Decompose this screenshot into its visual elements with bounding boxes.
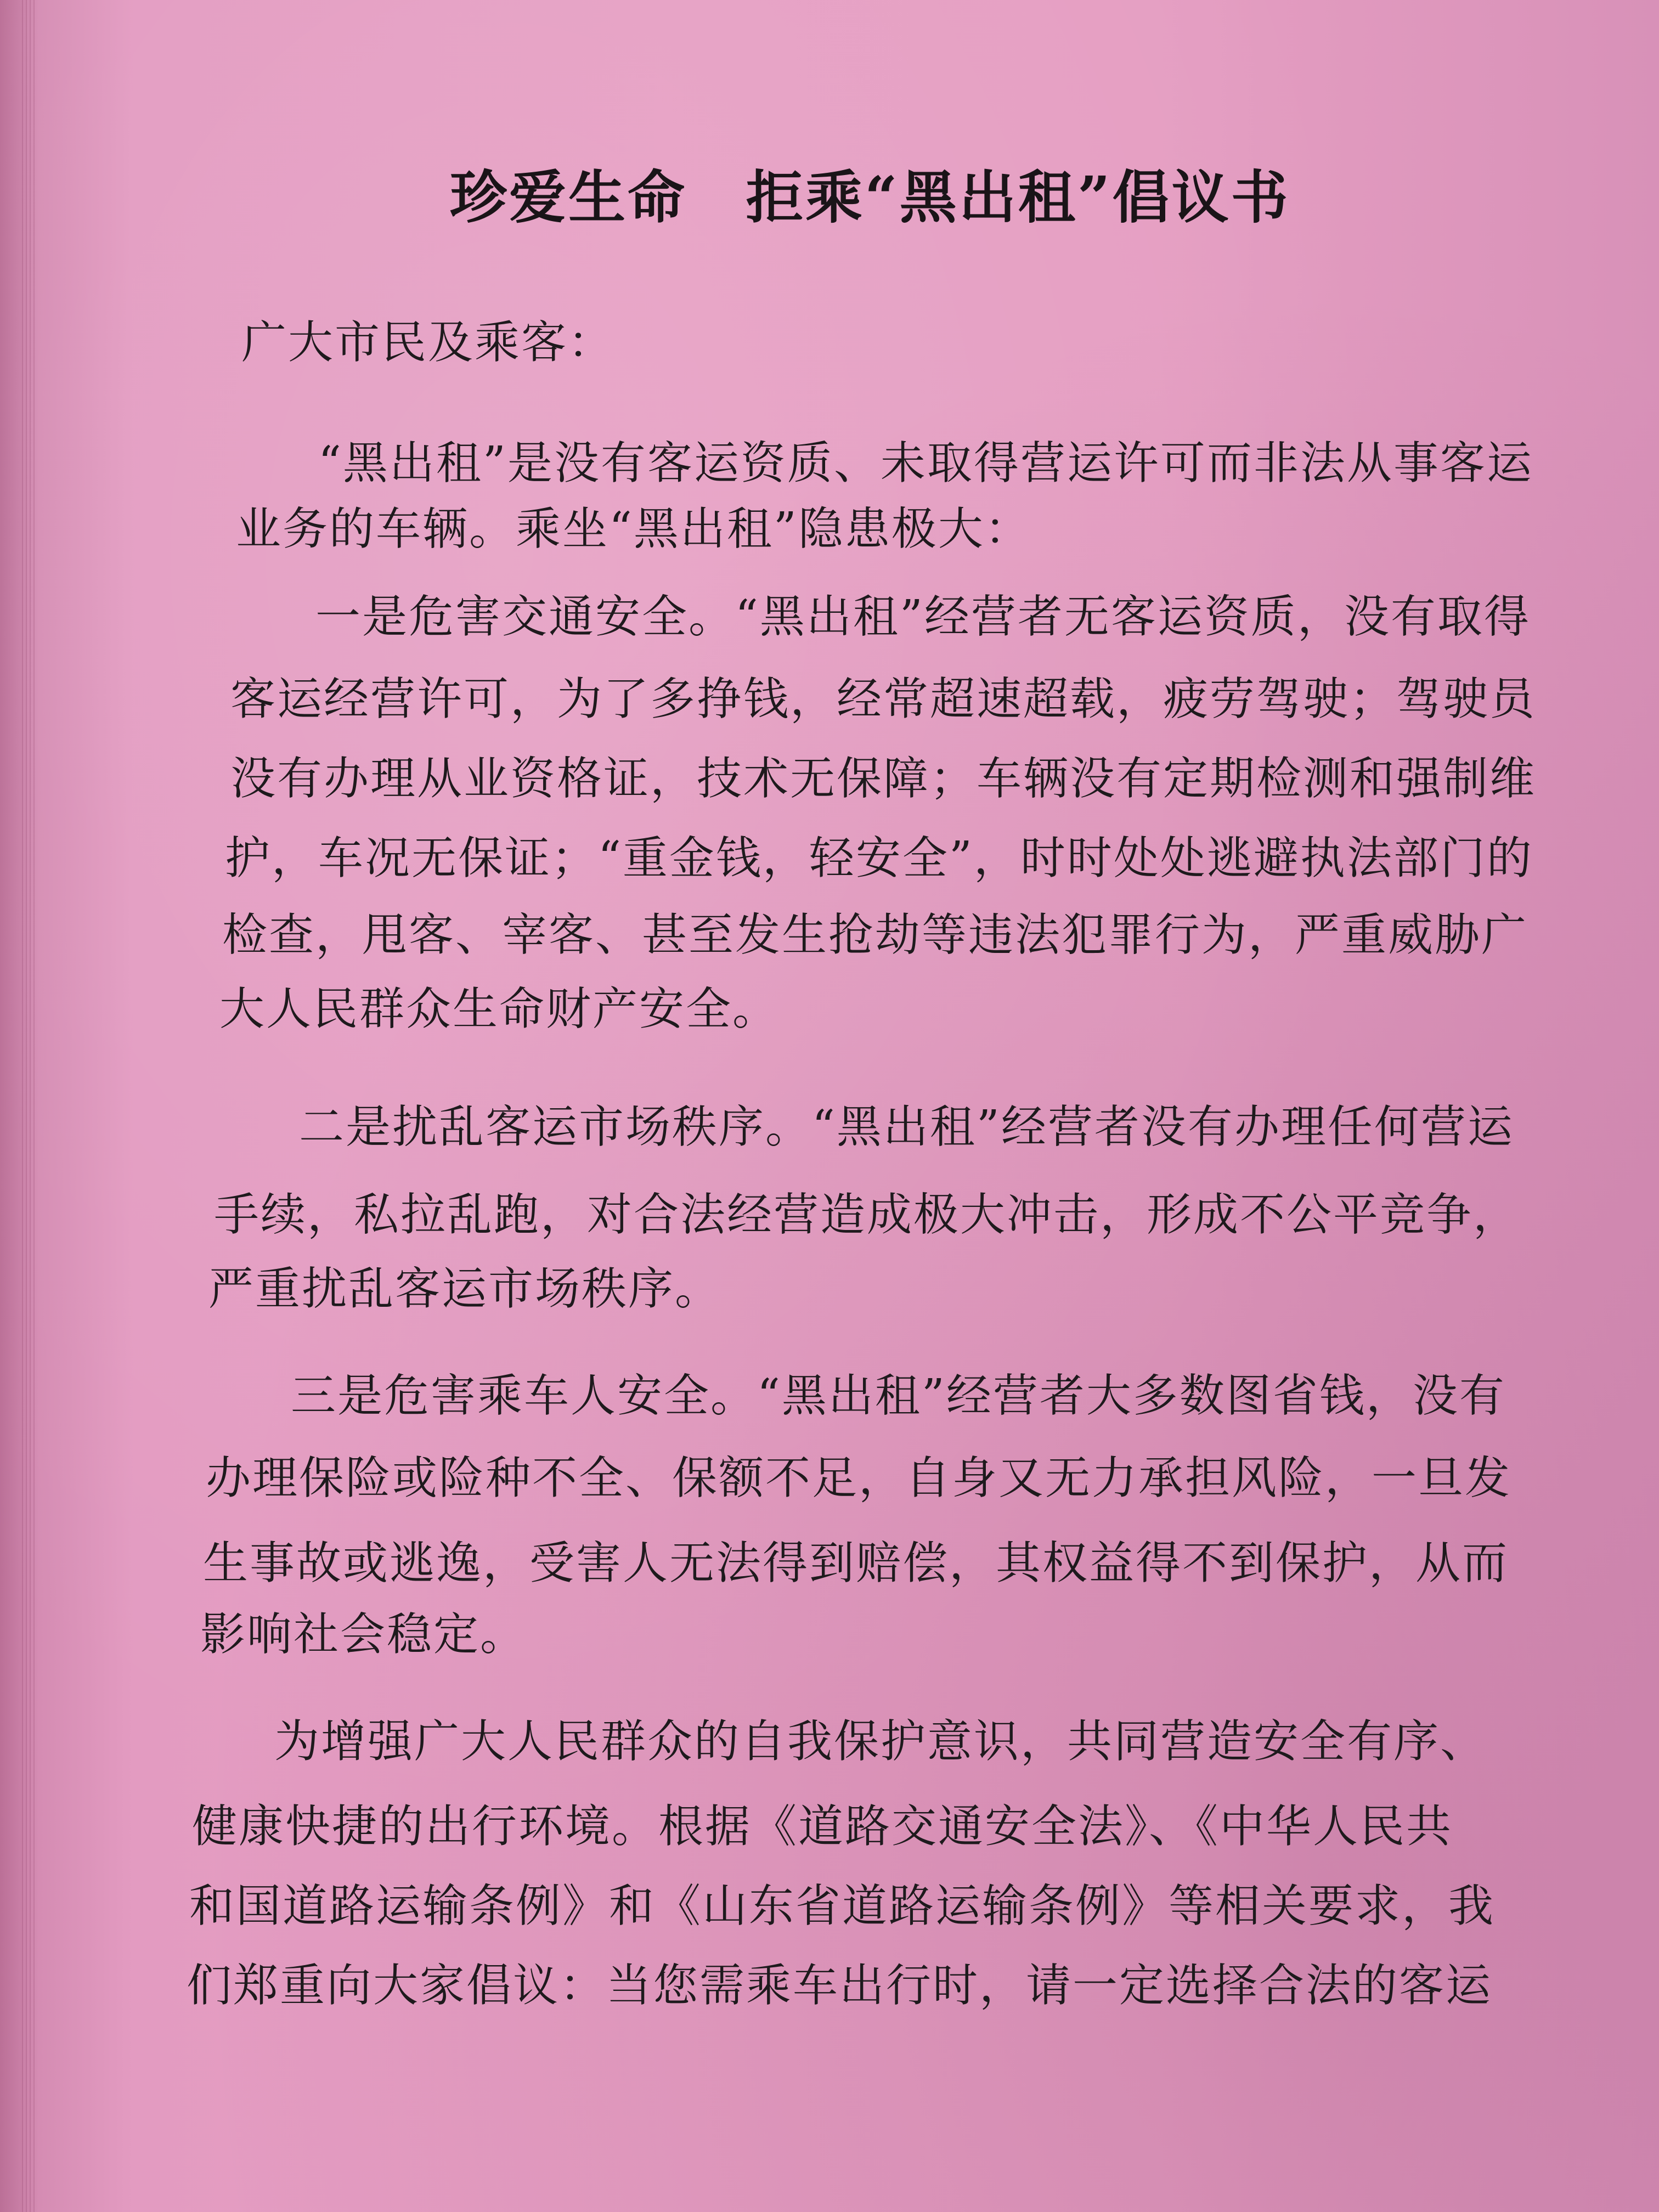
paragraph-3-line-2: 手续，私拉乱跑，对合法经营造成极大冲击，形成不公平竞争， bbox=[214, 1189, 1520, 1241]
paragraph-4-line-3: 生事故或逃逸，受害人无法得到赔偿，其权益得不到保护，从而 bbox=[203, 1537, 1509, 1589]
paragraph-3-line-3: 严重扰乱客运市场秩序。 bbox=[208, 1263, 722, 1315]
paragraph-2-line-4: 护，车况无保证；“重金钱，轻安全”，时时处处逃避执法部门的 bbox=[225, 832, 1533, 884]
paragraph-4-line-4: 影响社会稳定。 bbox=[200, 1609, 527, 1661]
paragraph-2-line-6: 大人民群众生命财产安全。 bbox=[219, 983, 780, 1035]
paragraph-2-line-5: 检查，甩客、宰客、甚至发生抢劫等违法犯罪行为，严重威胁广 bbox=[222, 909, 1528, 961]
paragraph-2-line-3: 没有办理从业资格证，技术无保障；车辆没有定期检测和强制维 bbox=[230, 753, 1537, 805]
paragraph-1-line-2: 业务的车辆。乘坐“黑出租”隐患极大： bbox=[236, 503, 1031, 555]
paragraph-5-line-3: 和国道路运输条例》和《山东省道路运输条例》等相关要求，我 bbox=[189, 1880, 1496, 1932]
paragraph-2-line-2: 客运经营许可，为了多挣钱，经常超速超载，疲劳驾驶；驾驶员 bbox=[230, 673, 1537, 725]
salutation: 广大市民及乘客： bbox=[241, 317, 615, 369]
paragraph-4-line-1: 三是危害乘车人安全。“黑出租”经营者大多数图省钱，没有 bbox=[291, 1370, 1506, 1422]
paragraph-5-line-2: 健康快捷的出行环境。根据《道路交通安全法》、《中华人民共 bbox=[192, 1801, 1453, 1853]
stacked-sheet-edges bbox=[22, 0, 35, 2212]
paragraph-3-line-1: 二是扰乱客运市场秩序。“黑出租”经营者没有办理任何营运 bbox=[299, 1101, 1514, 1153]
document-title: 珍爱生命 拒乘“黑出租”倡议书 bbox=[450, 163, 1290, 231]
paragraph-5-line-1: 为增强广大人民群众的自我保护意识，共同营造安全有序、 bbox=[274, 1716, 1487, 1768]
paragraph-2-line-1: 一是危害交通安全。“黑出租”经营者无客运资质，没有取得 bbox=[315, 591, 1531, 643]
paragraph-5-line-4: 们郑重向大家倡议：当您需乘车出行时，请一定选择合法的客运 bbox=[187, 1960, 1493, 2012]
paragraph-1-line-1: “黑出租”是没有客运资质、未取得营运许可而非法从事客运 bbox=[318, 437, 1533, 489]
paragraph-4-line-2: 办理保险或险种不全、保额不足，自身又无力承担风险，一旦发 bbox=[206, 1452, 1512, 1504]
